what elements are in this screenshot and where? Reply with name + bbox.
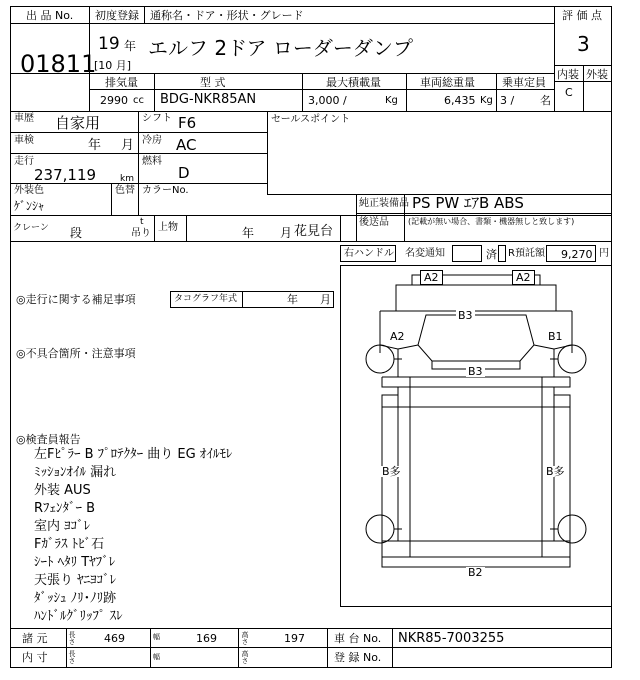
upper-body-label: 上物 xyxy=(158,222,178,233)
equipment-value: PS PW ｴｱB ABS xyxy=(412,194,524,212)
report-line: 左Fﾋﾟﾗｰ B ﾌﾟﾛﾃｸﾀｰ 曲り EG ｵｲﾙﾓﾚ xyxy=(34,447,233,462)
registration-year-unit: 年 xyxy=(124,39,137,53)
crane-stage-unit: 段 xyxy=(70,226,83,240)
truck-diagram xyxy=(340,265,612,607)
report-line: Fｶﾞﾗｽ ﾄﾋﾞ石 xyxy=(34,537,105,552)
interior-grade-label: 内装 xyxy=(557,68,579,81)
shift-value: F6 xyxy=(178,114,197,132)
report-line: ﾀﾞｯｼｭ ﾉﾘ･ﾉﾘ跡 xyxy=(34,591,117,606)
tachograph-month-unit: 月 xyxy=(320,293,331,306)
fuel-label: 燃料 xyxy=(142,156,162,167)
color-code-label: カラーNo. xyxy=(142,185,189,196)
rule xyxy=(392,628,393,668)
rule xyxy=(554,6,555,111)
rule xyxy=(111,183,112,215)
driving-notes-label: ◎走行に関する補足事項 xyxy=(16,293,136,306)
width-label: 幅 xyxy=(153,653,160,661)
rule xyxy=(267,111,268,194)
width-value: 169 xyxy=(196,632,217,645)
rule xyxy=(154,215,155,241)
grade-label: 評 価 点 xyxy=(562,9,602,22)
rule xyxy=(10,647,612,648)
crane-hang-unit: 吊り xyxy=(131,228,151,239)
rule xyxy=(406,73,407,111)
fuel-value: D xyxy=(178,164,190,182)
rule xyxy=(10,23,554,24)
crane-ton-unit: t xyxy=(140,217,144,227)
damage-code: A2 xyxy=(512,270,535,285)
documents-label: 後送品 xyxy=(359,217,389,228)
rule xyxy=(583,65,584,111)
registration-year: 19 xyxy=(98,34,120,54)
rule xyxy=(144,6,145,24)
model-code: BDG-NKR85AN xyxy=(160,92,257,107)
name-change-label: 名変通知 xyxy=(405,248,445,259)
crane-label: クレーン xyxy=(13,223,49,233)
recycle-status-box xyxy=(498,245,506,262)
inspection-label: 車検 xyxy=(14,135,34,146)
first-registration-label: 初度登録 xyxy=(95,9,139,22)
inspection-month-unit: 月 xyxy=(121,138,135,153)
damage-code: B1 xyxy=(548,330,563,343)
damage-code: B多 xyxy=(382,465,401,478)
interior-size-label: 内 寸 xyxy=(22,651,48,664)
defects-label: ◎不具合箇所・注意事項 xyxy=(16,347,136,360)
rule xyxy=(356,194,357,241)
rule xyxy=(340,215,341,241)
damage-code: B3 xyxy=(468,365,483,378)
max-load-label: 最大積載量 xyxy=(326,76,381,89)
rule xyxy=(10,111,612,112)
rule xyxy=(496,73,497,111)
recycle-fee-unit: 円 xyxy=(599,248,609,259)
capacity-unit: 名 xyxy=(540,94,551,107)
tachograph-label: タコグラフ年式 xyxy=(174,294,238,304)
interior-grade: C xyxy=(565,86,573,99)
rule xyxy=(154,73,155,111)
rule xyxy=(10,153,267,154)
length-label: 長さ xyxy=(68,650,76,664)
rule xyxy=(10,628,612,629)
displacement-unit: cc xyxy=(133,95,144,106)
mileage-value: 237,119 xyxy=(34,166,97,184)
shift-label: シフト xyxy=(142,113,172,124)
height-label: 高さ xyxy=(241,650,249,664)
report-line: 外装 AUS xyxy=(34,483,91,498)
rule xyxy=(356,213,612,214)
report-line: 天張り ﾔﾆﾖｺﾞﾚ xyxy=(34,573,117,588)
upper-maker: 花見台 xyxy=(294,224,334,239)
displacement-label: 排気量 xyxy=(105,76,138,89)
report-line: ﾊﾝﾄﾞﾙｸﾞﾘｯﾌﾟ ｽﾚ xyxy=(34,609,123,624)
aircon-label: 冷房 xyxy=(142,135,162,146)
inspection-year-unit: 年 xyxy=(88,138,102,153)
recycle-status: 済 xyxy=(486,248,497,261)
report-line: 室内 ﾖｺﾞﾚ xyxy=(34,519,91,534)
capacity-label: 乗車定員 xyxy=(502,76,546,89)
exterior-color-value: ｹﾞﾝｼｬ xyxy=(14,199,45,213)
width-label: 幅 xyxy=(153,633,160,641)
lot-number: 01811 xyxy=(20,50,97,78)
documents-note: (記載が無い場合、書類・機器無しと致します) xyxy=(408,217,575,226)
history-label: 車歴 xyxy=(14,113,34,124)
height-value: 197 xyxy=(284,632,305,645)
model-code-label: 型 式 xyxy=(200,76,226,89)
rule xyxy=(138,111,139,215)
mileage-label: 走行 xyxy=(14,156,34,167)
name-change-box xyxy=(452,245,482,262)
rule xyxy=(186,215,187,241)
damage-code: A2 xyxy=(390,330,405,343)
overall-grade: 3 xyxy=(577,32,590,56)
gross-weight-unit: Kg xyxy=(480,95,493,106)
rule xyxy=(327,628,328,668)
vehicle-name-label: 通称名・ドア・形状・グレード xyxy=(150,9,304,22)
capacity-value: 3 / xyxy=(500,94,515,107)
chassis-label: 車 台 No. xyxy=(334,632,382,645)
max-load-value: 3,000 / xyxy=(308,94,347,107)
rule xyxy=(10,241,612,242)
rule xyxy=(66,628,67,668)
rule xyxy=(302,73,303,111)
recycle-fee-value: 9,270 xyxy=(561,248,593,261)
gross-weight-label: 車両総重量 xyxy=(420,76,475,89)
rule xyxy=(238,628,239,668)
exterior-grade-label: 外装 xyxy=(586,68,608,81)
damage-code: B2 xyxy=(468,566,483,579)
damage-code: B3 xyxy=(458,309,473,322)
rule xyxy=(150,628,151,668)
mileage-unit: km xyxy=(120,174,134,184)
inspector-report-label: ◎検査員報告 xyxy=(16,433,81,446)
specs-label: 諸 元 xyxy=(22,632,48,645)
handle-side: 右ハンドル xyxy=(344,248,394,259)
color-change-label: 色替 xyxy=(115,185,135,196)
rule xyxy=(10,132,267,133)
rule xyxy=(89,89,554,90)
sales-point-label: セールスポイント xyxy=(271,114,351,125)
history-value: 自家用 xyxy=(55,114,101,132)
damage-code: A2 xyxy=(420,270,443,285)
equipment-label: 純正装備品 xyxy=(359,198,409,209)
displacement-value: 2990 xyxy=(100,94,128,107)
max-load-unit: Kg xyxy=(385,95,398,106)
lot-label: 出 品 No. xyxy=(26,9,74,22)
recycle-fee-label: R預託額 xyxy=(508,248,545,259)
rule xyxy=(242,291,243,308)
report-line: Rﾌｪﾝﾀﾞｰ B xyxy=(34,501,96,516)
aircon-value: AC xyxy=(176,136,197,154)
upper-year-unit: 年 xyxy=(242,226,255,240)
length-label: 長さ xyxy=(68,631,76,645)
report-line: ｼｰﾄ ﾍﾀﾘ Tﾔﾌﾞﾚ xyxy=(34,555,116,570)
exterior-color-label: 外装色 xyxy=(14,185,44,196)
gross-weight-value: 6,435 xyxy=(444,94,476,107)
damage-code: B多 xyxy=(546,465,565,478)
upper-month-unit: 月 xyxy=(280,226,293,240)
registration-label: 登 録 No. xyxy=(334,651,382,664)
tachograph-year-unit: 年 xyxy=(287,293,298,306)
length-value: 469 xyxy=(104,632,125,645)
chassis-number: NKR85-7003255 xyxy=(398,631,505,646)
registration-month: [10 月] xyxy=(94,59,132,72)
height-label: 高さ xyxy=(241,631,249,645)
rule xyxy=(10,215,612,216)
model-name: エルフ 2ドア ローダーダンプ xyxy=(148,36,414,60)
report-line: ﾐｯｼｮﾝｵｲﾙ 漏れ xyxy=(34,465,117,480)
